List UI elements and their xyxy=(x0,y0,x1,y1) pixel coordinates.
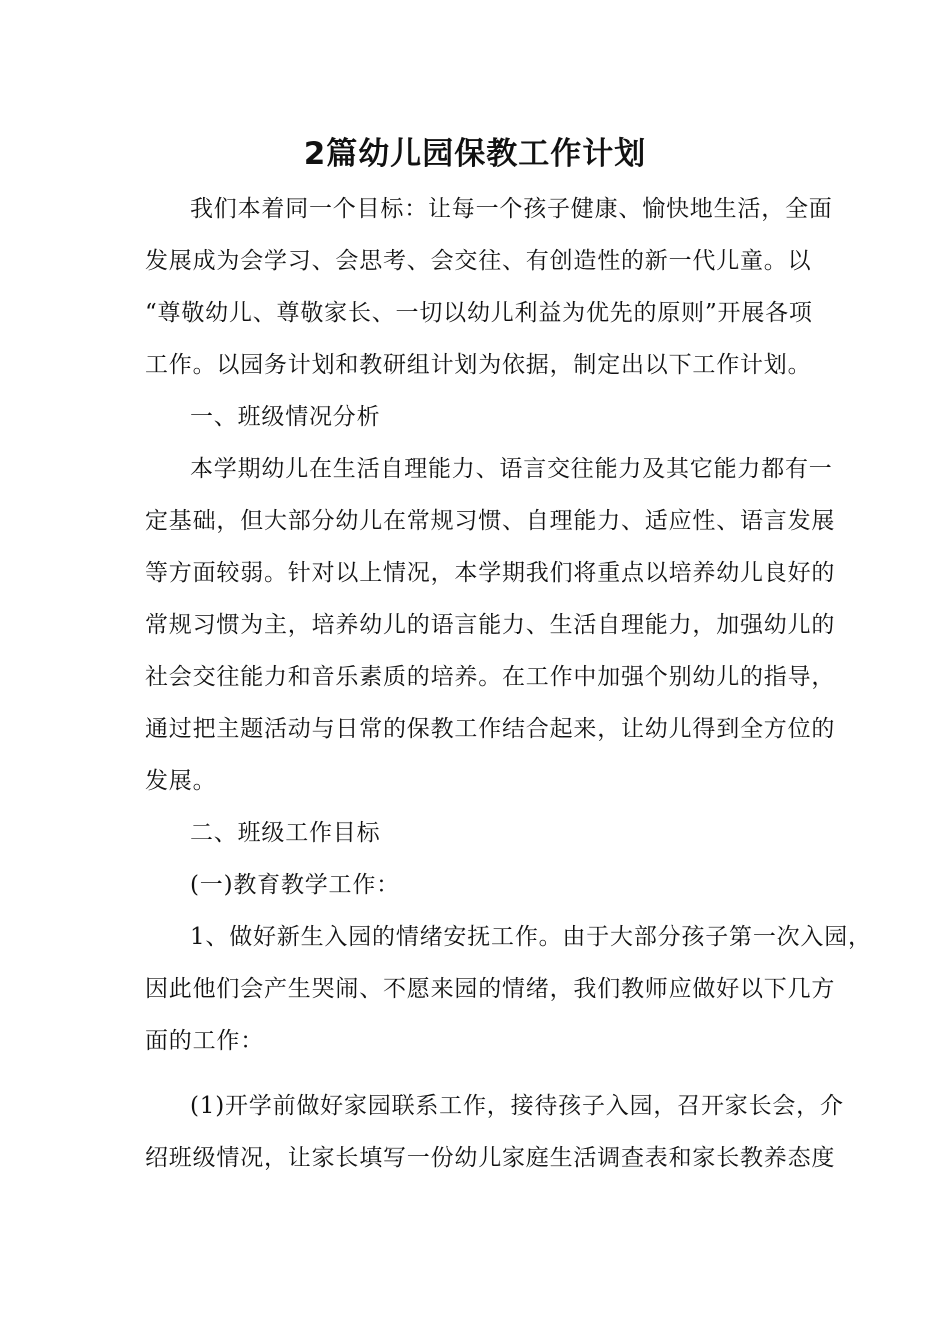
paragraph-line: 常规习惯为主，培养幼儿的语言能力、生活自理能力，加强幼儿的 xyxy=(145,612,836,638)
paragraph-line: (1)开学前做好家园联系工作，接待孩子入园，召开家长会，介 xyxy=(190,1093,844,1119)
paragraph-line: 通过把主题活动与日常的保教工作结合起来，让幼儿得到全方位的 xyxy=(145,716,836,742)
document-title: 2篇幼儿园保教工作计划 xyxy=(303,136,647,172)
paragraph-line: “尊敬幼儿、尊敬家长、一切以幼儿利益为优先的原则”开展各项 xyxy=(145,300,813,326)
paragraph-line: 发展。 xyxy=(145,768,217,794)
paragraph-line: 发展成为会学习、会思考、会交往、有创造性的新一代儿童。以 xyxy=(145,248,812,274)
paragraph-line: 我们本着同一个目标：让每一个孩子健康、愉快地生活，全面 xyxy=(190,196,833,222)
paragraph-line: 绍班级情况，让家长填写一份幼儿家庭生活调查表和家长教养态度 xyxy=(145,1145,836,1171)
paragraph-line: 社会交往能力和音乐素质的培养。在工作中加强个别幼儿的指导， xyxy=(145,664,836,690)
section-heading: 二、班级工作目标 xyxy=(190,820,381,846)
paragraph-line: 本学期幼儿在生活自理能力、语言交往能力及其它能力都有一 xyxy=(190,456,833,482)
paragraph-line: 1、做好新生入园的情绪安抚工作。由于大部分孩子第一次入园， xyxy=(190,924,872,950)
paragraph-line: 面的工作： xyxy=(145,1028,264,1054)
paragraph-line: 因此他们会产生哭闹、不愿来园的情绪，我们教师应做好以下几方 xyxy=(145,976,836,1002)
paragraph-line: 定基础，但大部分幼儿在常规习惯、自理能力、适应性、语言发展 xyxy=(145,508,836,534)
section-heading: 一、班级情况分析 xyxy=(190,404,381,430)
paragraph-line: 等方面较弱。针对以上情况，本学期我们将重点以培养幼儿良好的 xyxy=(145,560,836,586)
paragraph-line: 工作。以园务计划和教研组计划为依据，制定出以下工作计划。 xyxy=(145,352,812,378)
subsection-heading: (一)教育教学工作： xyxy=(190,872,400,898)
